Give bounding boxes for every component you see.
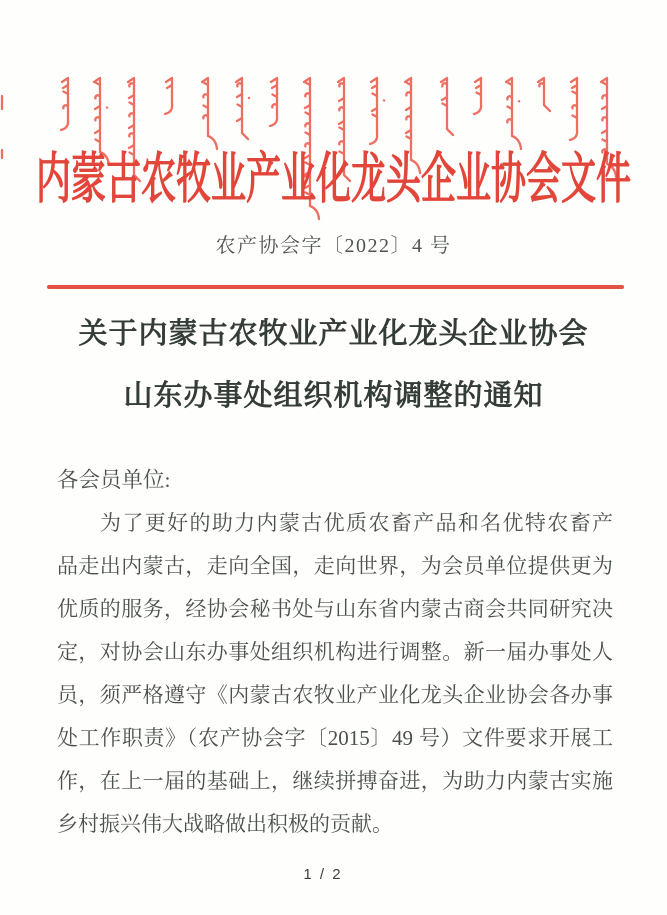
document-body: [57, 459, 613, 846]
body-line: 品走出内蒙古，走向全国，走向世界，为会员单位提供更为: [57, 554, 613, 578]
document-title: [0, 303, 667, 427]
doc-number: 农产协会字〔2022〕4 号: [215, 235, 452, 257]
body-line: 作，在上一届的基础上，继续拼搏奋进，为助力内蒙古实施: [57, 769, 613, 793]
salutation: 各会员单位:: [57, 468, 171, 492]
body-line: 优质的服务，经协会秘书处与山东省内蒙古商会共同研究决: [57, 597, 613, 621]
red-divider-line: [47, 285, 624, 289]
body-line: 乡村振兴伟大战略做出积极的贡献。: [57, 812, 393, 836]
document-title-line1: 关于内蒙古农牧业产业化龙头企业协会: [78, 318, 589, 350]
body-line: 处工作职责》（农产协会字〔2015〕49 号）文件要求开展工: [57, 726, 613, 750]
body-line: 员，须严格遵守《内蒙古农牧业产业化龙头企业协会各办事: [57, 683, 613, 707]
org-masthead-title-text: 内蒙古农牧业产业化龙头企业协会文件: [35, 148, 631, 211]
page-number: 1 / 2: [303, 866, 343, 883]
body-line: 为了更好的助力内蒙古优质农畜产品和名优特农畜产: [100, 511, 613, 535]
document-title-line2: 山东办事处组织机构调整的通知: [123, 380, 544, 412]
org-masthead-title: [0, 148, 667, 211]
body-line: 定，对协会山东办事处组织机构进行调整。新一届办事处人: [57, 640, 613, 664]
